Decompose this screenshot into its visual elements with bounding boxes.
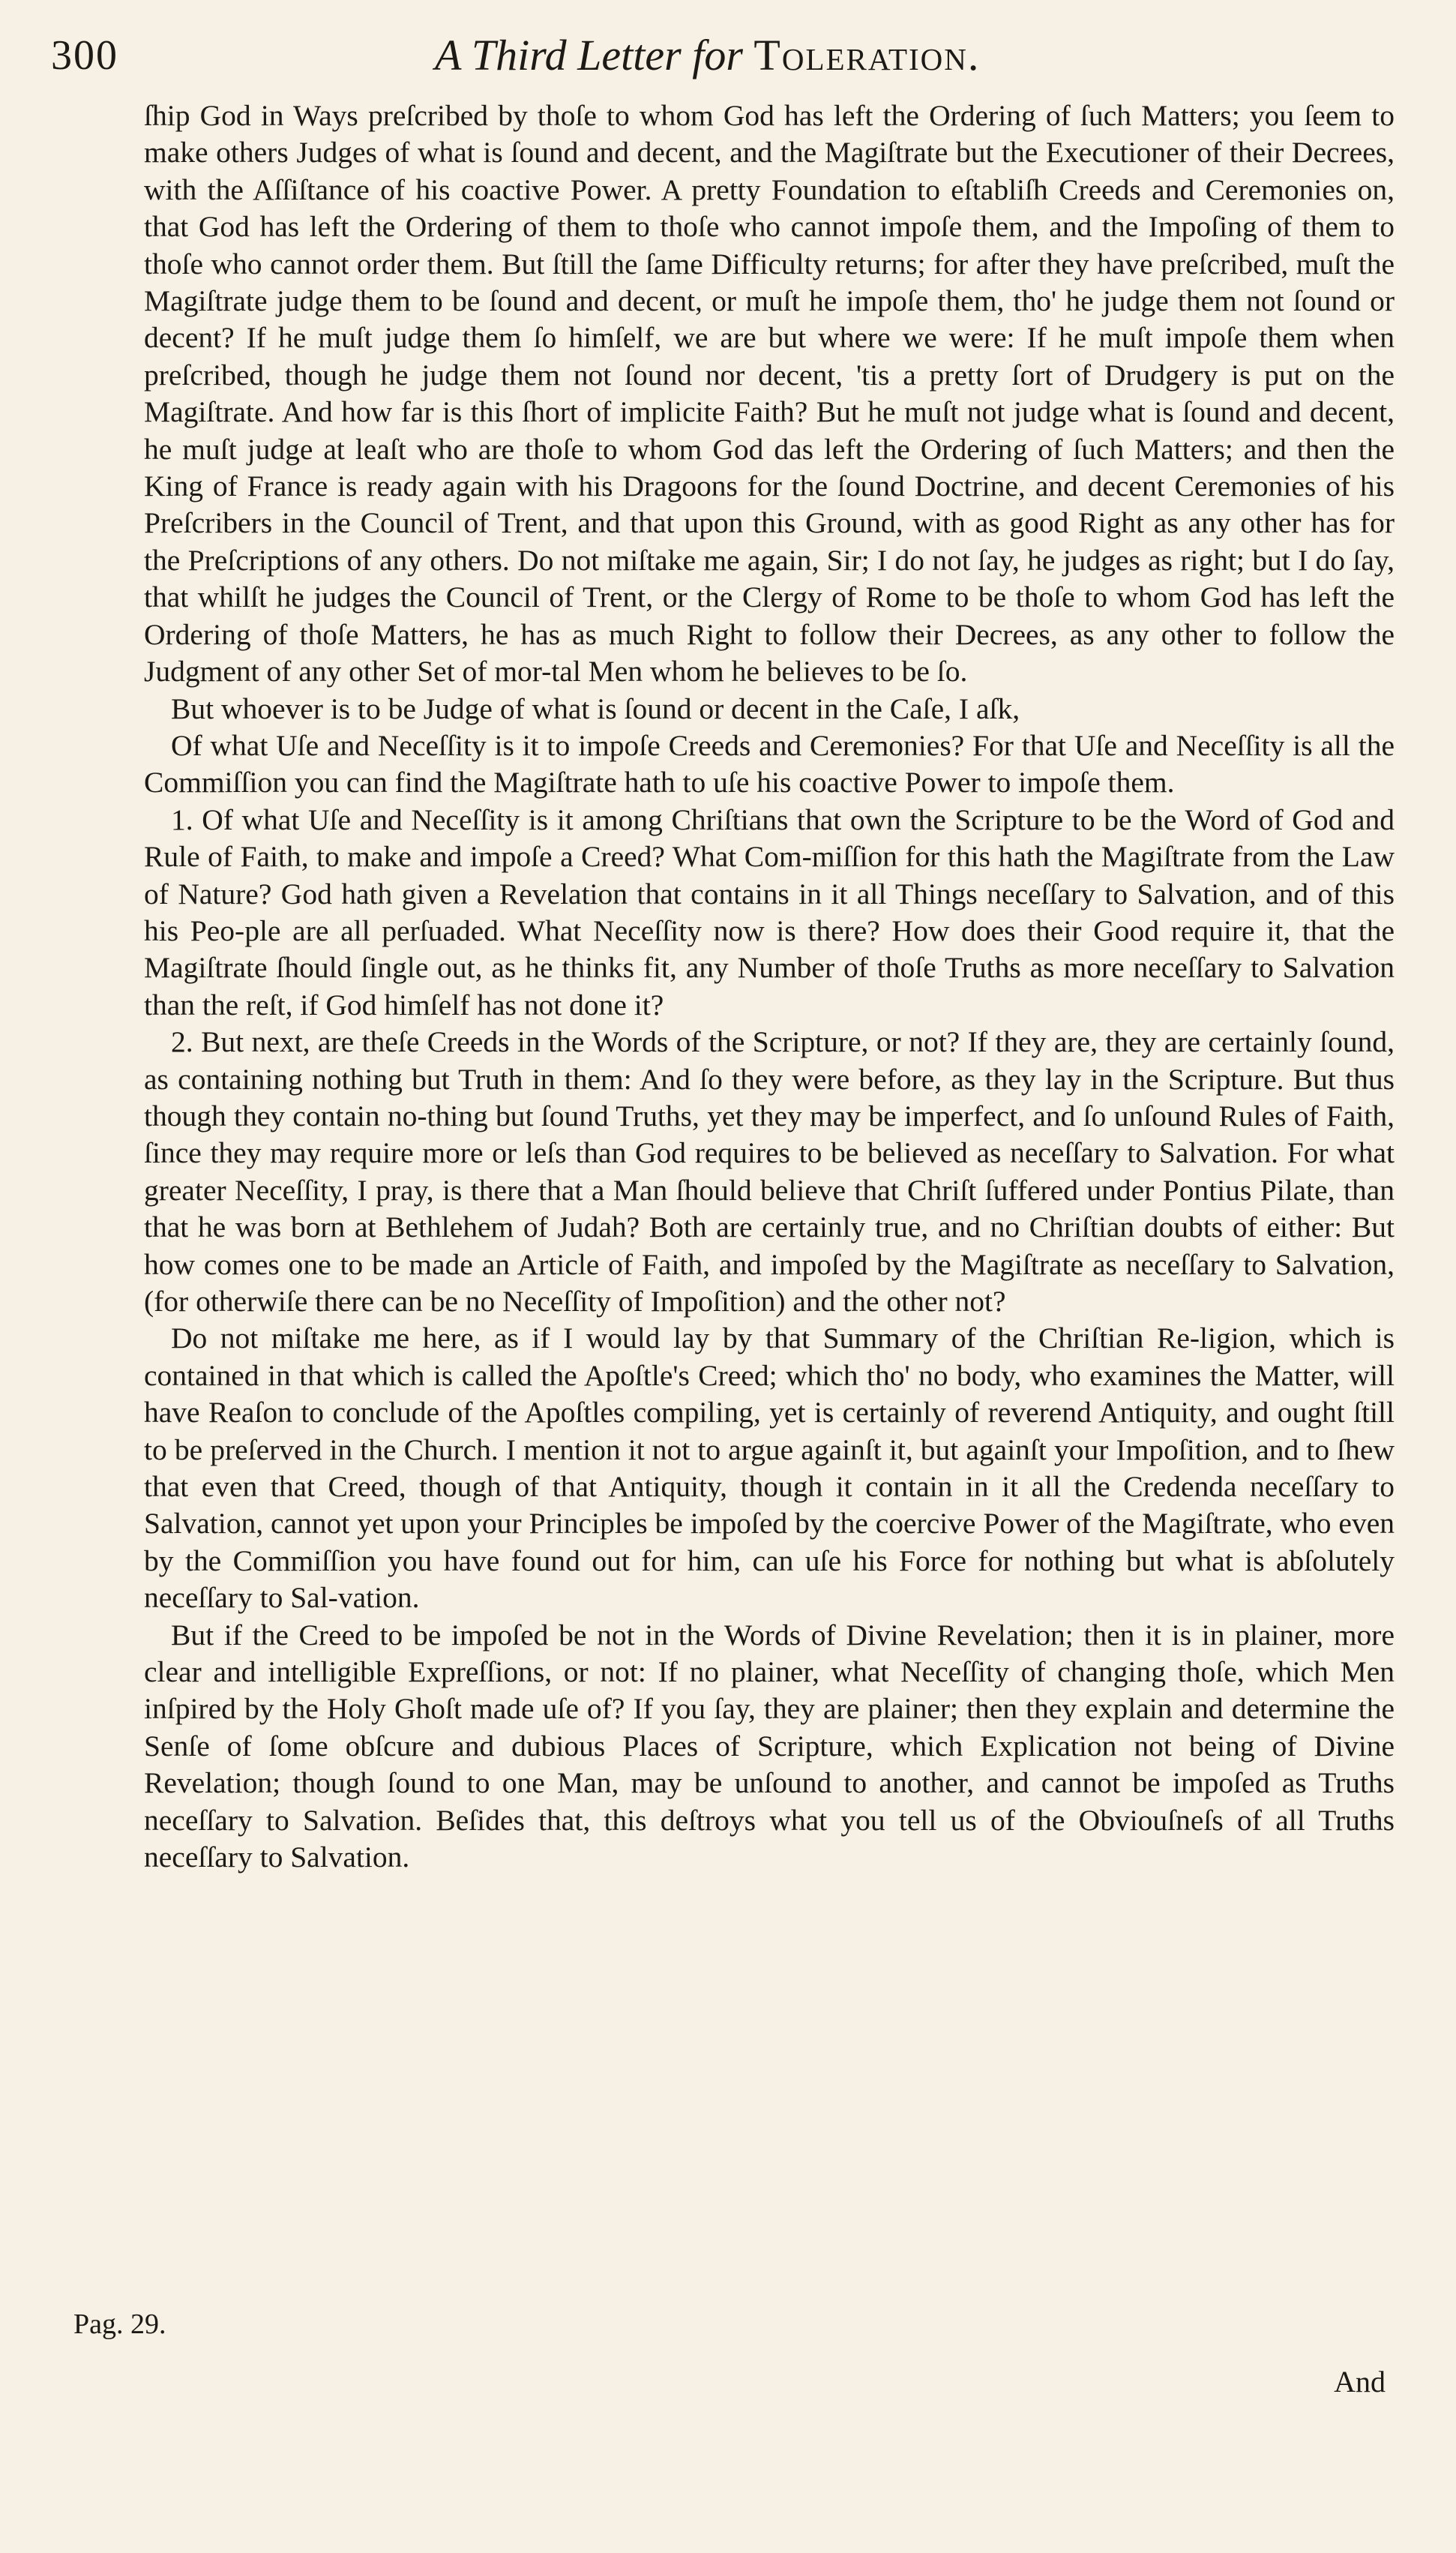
page-number: 300 [51,32,118,79]
paragraph: 2. But next, are theſe Creeds in the Words of the Scripture, or not? If they are, they are certainly ſound, as containing nothing but Truth in them: And ſo they were before, as they lay in the Scripture. But thus though they contain no-thing but ſound Truths, yet they may be imperfect, and ſo unſound Rules of Faith, ſince they may require more or leſs than God requires to be believed as neceſſary to Salvation. For what greater Neceſſity, I pray, is there that a Man ſhould believe that Chriſt ſuffered under Pontius Pilate, than that he was born at Bethlehem of Judah? Both are certainly true, and no Chriſtian doubts of either: But how comes one to be made an Article of Faith, and impoſed by the Magiſtrate as neceſſary to Salvation, (for otherwiſe there can be no Neceſſity of Impoſition) and the other not? [144,1025,1395,1318]
paragraph: 1. Of what Uſe and Neceſſity is it among Chriſtians that own the Scripture to be the Word of God and Rule of Faith, to make and impoſe a Creed? What Com-miſſion for this hath the Magiſtrate from the Law of Nature? God hath given a Revelation that contains in it all Things neceſſary to Salvation, and of this his Peo-ple are all perſuaded. What Neceſſity now is there? How does their Good require it, that the Magiſtrate ſhould ſingle out, as he thinks fit, any Number of thoſe Truths as more neceſſary to Salvation than the reſt, if God himſelf has not done it? [144,802,1395,1022]
margin-note: Pag. 29. [73,2308,166,2340]
paragraph: Of what Uſe and Neceſſity is it to impoſe Creeds and Ceremonies? For that Uſe and Neceſſity is all the Commiſſion you can find the Magiſtrate hath to uſe his coactive Power to impoſe them. [144,728,1395,800]
paragraph: But whoever is to be Judge of what is ſound or decent in the Caſe, I aſk, [171,692,1020,725]
paragraph: But if the Creed to be impoſed be not in the Words of Divine Revelation; then it is in plainer, more clear and intelligible Expreſſions, or not: If no plainer, what Neceſſity of changing thoſe, which Men inſpired by the Holy Ghoſt made uſe of? If you ſay, they are plainer; then they explain and determine the Senſe of ſome obſcure and dubious Places of Scripture, which Explication not being of Divine Revelation; though ſound to one Man, may be unſound to another, and cannot be impoſed as Truths neceſſary to Salvation. Beſides that, this deſtroys what you tell us of the Obviouſneſs of all Truths neceſſary to Salvation. [144,1618,1395,1874]
paragraph: ſhip God in Ways preſcribed by thoſe to whom God has left the Ordering of ſuch Matters; you ſeem to make others Judges of what is ſound and decent, and the Magiſtrate but the Executioner of their Decrees, with the Aſſiſtance of his coactive Power. A pretty Foundation to eſtabliſh Creeds and Ceremonies on, that God has left the Ordering of them to thoſe who cannot impoſe them, and the Impoſing of them to thoſe who cannot order them. But ſtill the ſame Difficulty returns; for after they have preſcribed, muſt the Magiſtrate judge them to be ſound and decent, or muſt he impoſe them, tho' he judge them not ſound or decent? If he muſt judge them ſo himſelf, we are but where we were: If he muſt impoſe them when preſcribed, though he judge them not ſound nor decent, 'tis a pretty ſort of Drudgery is put on the Magiſtrate. And how far is this ſhort of implicite Faith? But he muſt not judge what is ſound and decent, he muſt judge at leaſt who are thoſe to whom God das left the Ordering of ſuch Matters; and then the King of France is ready again with his Dragoons for the ſound Doctrine, and decent Ceremonies of his Preſcribers in the Council of Trent, and that upon this Ground, with as good Right as any other has for the Preſcriptions of any others. Do not miſtake me again, Sir; I do not ſay, he judges as right; but I do ſay, that whilſt he judges the Council of Trent, or the Clergy of Rome to be thoſe to whom God has left the Ordering of thoſe Matters, he has as much Right to follow their Decrees, as any other to follow the Judgment of any other Set of mor-tal Men whom he believes to be ſo. [144,99,1395,688]
catchword: And [1334,2365,1386,2398]
running-head-title: A Third Letter for [435,31,743,80]
running-head [435,30,980,80]
body-text [144,98,1395,1876]
paragraph: Do not miſtake me here, as if I would lay by that Summary of the Chriſtian Re-ligion, which is contained in that which is called the Apoſtle's Creed; which tho' no body, who examines the Matter, will have Reaſon to conclude of the Apoſtles compiling, yet is certainly of reverend Antiquity, and ought ſtill to be preſerved in the Church. I mention it not to argue againſt it, but againſt your Impoſition, and to ſhew that even that Creed, though of that Antiquity, though it contain in it all the Credenda neceſſary to Salvation, cannot yet upon your Principles be impoſed by the coercive Power of the Magiſtrate, who even by the Commiſſion you have found out for him, can uſe his Force for nothing but what is abſolutely neceſſary to Sal-vation. [144,1322,1395,1615]
running-head-title-caps: Toleration. [753,31,981,80]
